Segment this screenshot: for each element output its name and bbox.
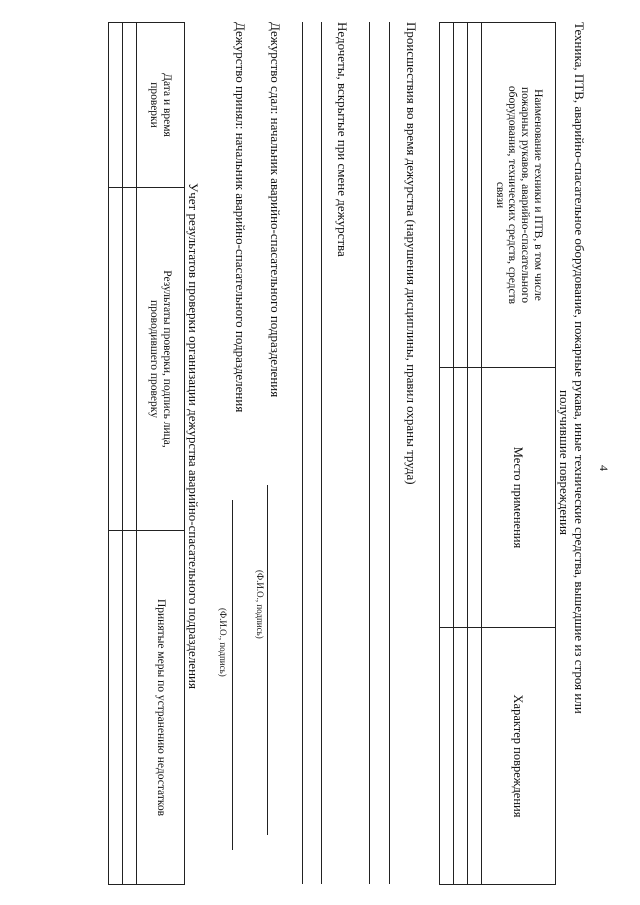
table-row [109,23,123,885]
inspection-col-date-header [137,23,185,188]
table-cell[interactable] [109,531,123,885]
inspection-col-date-line1: Дата и время [161,73,174,137]
table-cell[interactable] [468,23,482,368]
equipment-col-name-line4: связи [493,181,506,209]
equipment-col-name-line2: пожарных рукавов, аварийно-спасательного [519,87,532,303]
equipment-col-name-line1: Наименование техники и ПТВ, в том числе [532,89,545,301]
table-cell[interactable] [440,628,454,885]
table-row [123,23,137,885]
table-cell[interactable] [468,628,482,885]
equipment-col-damage-header: Характер повреждения [482,628,556,885]
inspection-col-date-line2: проверки [148,82,161,128]
defects-line-2[interactable] [302,22,303,884]
handover-handed-signature-hint: (Ф.И.О., подпись) [255,570,265,639]
handover-handed-signature-line[interactable] [267,485,268,835]
inspection-col-results-header [137,188,185,531]
equipment-col-name-header [482,23,556,368]
table-cell[interactable] [123,23,137,188]
table-cell[interactable] [454,628,468,885]
equipment-section-title-line2: получившие повреждения [557,390,572,536]
table-cell[interactable] [109,23,123,188]
table-cell[interactable] [440,368,454,628]
table-row [454,23,468,885]
inspection-col-results-line2: проводившего проверку [148,300,161,418]
handover-handed-label: Дежурство сдал: начальник аварийно-спасательного подразделения [268,22,283,398]
handover-accepted-signature-hint: (Ф.И.О., подпись) [218,608,228,677]
defects-label: Недочеты, вскрытые при смене дежурства [335,22,350,257]
table-cell[interactable] [123,188,137,531]
equipment-section-title-line1: Техника, ПТВ, аварийно-спасательное оборудование, пожарные рукава, иные технические средства, вышедшие из строя или [572,22,587,714]
table-cell[interactable] [440,23,454,368]
incidents-label: Происшествия во время дежурства (нарушения дисциплины, правил охраны труда) [404,22,419,485]
handover-accepted-signature-line[interactable] [232,500,233,850]
table-cell[interactable] [468,368,482,628]
inspection-col-measures-header: Принятые меры по устранению недостатков [137,531,185,885]
inspection-table [108,22,185,885]
defects-line-1[interactable] [321,22,322,884]
table-row [440,23,454,885]
table-cell[interactable] [454,23,468,368]
inspection-section-title: Учет результатов проверки организации дежурства аварийно-спасательного подразделения [186,183,201,689]
table-cell[interactable] [123,531,137,885]
inspection-table-header-row [137,23,185,885]
incidents-line-1[interactable] [389,22,390,884]
equipment-col-name-line3: оборудования, технических средств, средств [506,85,519,305]
table-cell[interactable] [454,368,468,628]
equipment-table-header-row [482,23,556,885]
inspection-col-results-line1: Результаты проверки, подпись лица, [161,270,174,448]
equipment-table [439,22,556,885]
table-row [468,23,482,885]
equipment-col-place-header: Место применения [482,368,556,628]
table-cell[interactable] [109,188,123,531]
handover-accepted-label: Дежурство принял: начальник аварийно-спасательного подразделения [233,22,248,413]
incidents-line-2[interactable] [369,22,370,884]
page-number: 4 [597,465,611,471]
